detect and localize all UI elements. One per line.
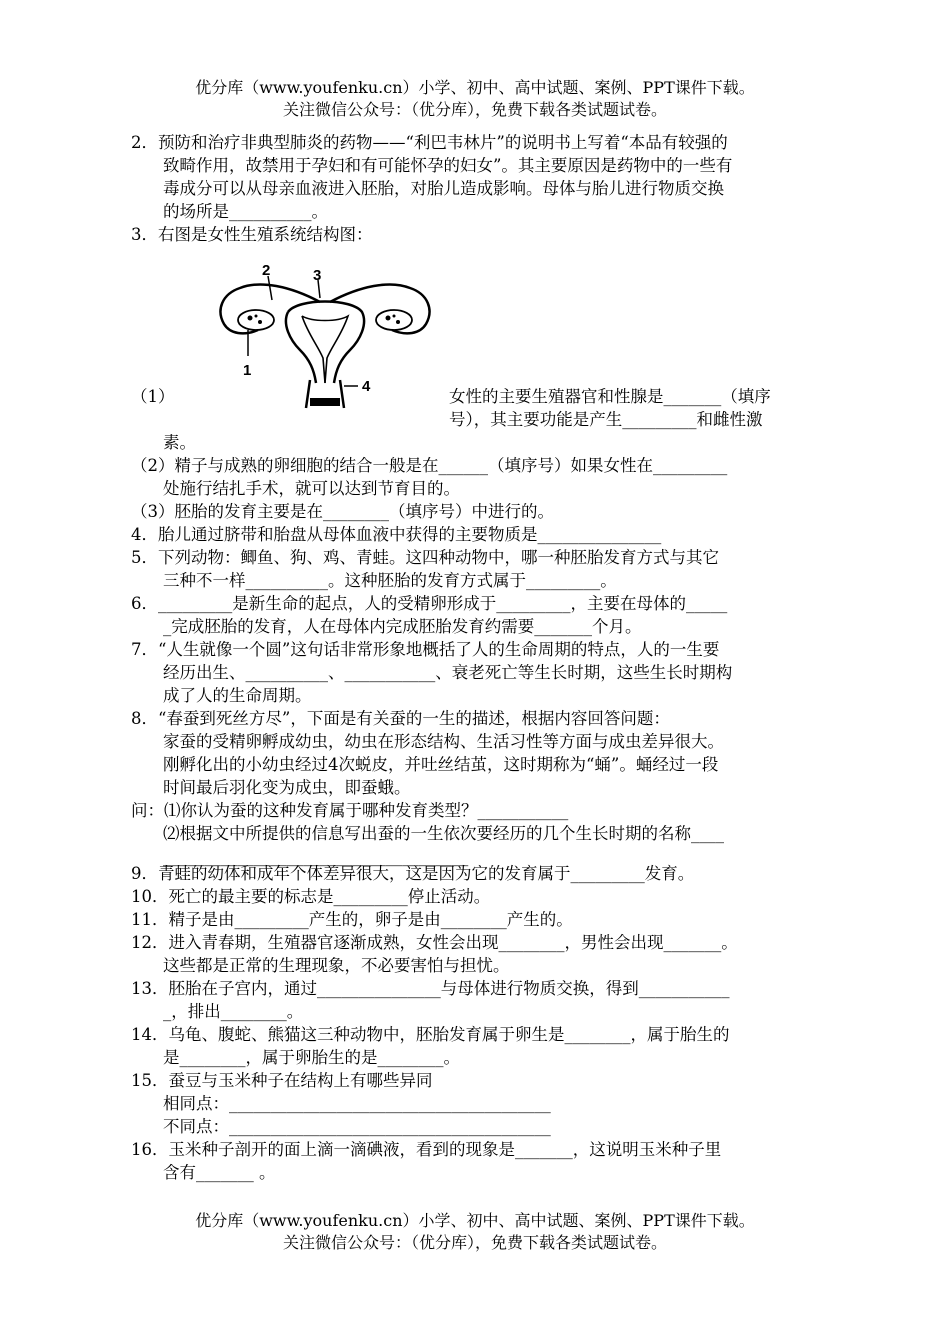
q11: 11．精子是由_________产生的，卵子是由________产生的。 <box>131 910 573 929</box>
q7-line-1: 7．“人生就像一个圆”这句话非常形象地概括了人的生命周期的特点，人的一生要 <box>131 640 720 659</box>
q14-line-1: 14．乌龟、腹蛇、熊猫这三种动物中，胚胎发育属于卵生是________，属于胎生的 <box>131 1025 730 1044</box>
q14-line-2: 是________，属于卵胎生的是________。 <box>163 1048 460 1067</box>
q5-line-2: 三种不一样__________。这种胚胎的发育方式属于_________。 <box>163 571 617 590</box>
female-reproductive-diagram <box>210 258 440 413</box>
q2-line-4: 的场所是__________。 <box>163 202 328 221</box>
q3-part1-line-2: 号），其主要功能是产生_________和雌性激 <box>449 410 763 429</box>
header-line-2: 关注微信公众号：（优分库），免费下载各类试题试卷。 <box>282 100 667 119</box>
q15-similarity: 相同点：_______________________________________ <box>163 1094 551 1113</box>
q3-part3: （3）胚胎的发育主要是在________（填序号）中进行的。 <box>131 502 554 521</box>
q4: 4．胎儿通过脐带和胎盘从母体血液中获得的主要物质是_______________ <box>131 525 662 544</box>
q3-part2-line-2: 处施行结扎手术，就可以达到节育目的。 <box>163 479 460 498</box>
q2-line-2: 致畸作用，故禁用于孕妇和有可能怀孕的妇女”。其主要原因是药物中的一些有 <box>163 156 733 175</box>
q8-question-2: ⑵根据文中所提供的信息写出蚕的一生依次要经历的几个生长时期的名称____ <box>163 824 724 843</box>
q6-line-1: 6．_________是新生命的起点，人的受精卵形成于_________，主要在母体的_____ <box>131 594 728 613</box>
q15-title: 15．蚕豆与玉米种子在结构上有哪些异同 <box>131 1071 433 1090</box>
q12-line-2: 这些都是正常的生理现象，不必要害怕与担忧。 <box>163 956 510 975</box>
q8-line-2: 家蚕的受精卵孵成幼虫，幼虫在形态结构、生活习性等方面与成虫差异很大。 <box>163 732 724 751</box>
page-header <box>0 77 950 121</box>
q8-line-4: 时间最后羽化变为成虫，即蚕蛾。 <box>163 778 411 797</box>
diagram-label-3: 3 <box>313 267 322 284</box>
q3-part1-line-1: 女性的主要生殖器官和性腺是_______（填序 <box>449 387 771 406</box>
q6-line-2: _完成胚胎的发育，人在母体内完成胚胎发育约需要_______个月。 <box>163 617 642 636</box>
q5-line-1: 5．下列动物：鲫鱼、狗、鸡、青蛙。这四种动物中，哪一种胚胎发育方式与其它 <box>131 548 719 567</box>
q16-line-1: 16．玉米种子剖开的面上滴一滴碘液，看到的现象是_______，这说明玉米种子里 <box>131 1140 722 1159</box>
q8-question-2-blank: _____________________________________ <box>163 847 469 866</box>
footer-line-2: 关注微信公众号：（优分库），免费下载各类试题试卷。 <box>282 1233 667 1252</box>
q8-question-1: 问：⑴你认为蚕的这种发育属于哪种发育类型？___________ <box>131 801 569 820</box>
q3-title: 3．右图是女性生殖系统结构图： <box>131 225 373 244</box>
q2-line-1: 2．预防和治疗非典型肺炎的药物——“利巴韦林片”的说明书上写着“本品有较强的 <box>131 133 728 152</box>
q7-line-2: 经历出生、__________、___________、衰老死亡等生长时期，这些生长时期构 <box>163 663 733 682</box>
q3-part2-line-1: （2）精子与成熟的卵细胞的结合一般是在______（填序号）如果女性在_________ <box>131 456 728 475</box>
q8-line-3: 刚孵化出的小幼虫经过4次蜕皮，并吐丝结茧，这时期称为“蛹”。蛹经过一段 <box>163 755 719 774</box>
q12-line-1: 12．进入青春期，生殖器官逐渐成熟，女性会出现________，男性会出现_______。 <box>131 933 738 952</box>
q9: 9．青蛙的幼体和成年个体差异很大，这是因为它的发育属于_________发育。 <box>131 864 695 883</box>
q10: 10．死亡的最主要的标志是_________停止活动。 <box>131 887 491 906</box>
q16-line-2: 含有_______ 。 <box>163 1163 276 1182</box>
diagram-label-1: 1 <box>243 362 252 379</box>
diagram-label-4: 4 <box>362 378 371 395</box>
q15-difference: 不同点：_______________________________________ <box>163 1117 551 1136</box>
page-footer <box>0 1210 950 1254</box>
header-line-1: 优分库（www.youfenku.cn）小学、初中、高中试题、案例、PPT课件下载。 <box>195 78 755 97</box>
q2-line-3: 毒成分可以从母亲血液进入胚胎，对胎儿造成影响。母体与胎儿进行物质交换 <box>163 179 724 198</box>
q3-part1-label: （1） <box>131 387 175 406</box>
footer-line-1: 优分库（www.youfenku.cn）小学、初中、高中试题、案例、PPT课件下载。 <box>195 1211 755 1230</box>
q8-line-1: 8．“春蚕到死丝方尽”，下面是有关蚕的一生的描述，根据内容回答问题： <box>131 709 670 728</box>
q13-line-2: _，排出________。 <box>163 1002 304 1021</box>
q7-line-3: 成了人的生命周期。 <box>163 686 312 705</box>
q3-part1-line-3: 素。 <box>163 433 196 452</box>
q13-line-1: 13．胚胎在子宫内，通过_______________与母体进行物质交换，得到___________ <box>131 979 730 998</box>
diagram-label-2: 2 <box>262 262 271 279</box>
